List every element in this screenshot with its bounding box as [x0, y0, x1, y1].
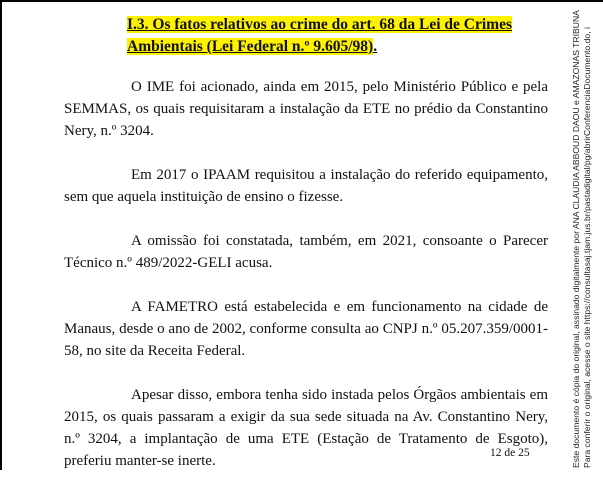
paragraph-ime: O IME foi acionado, ainda em 2015, pelo Ministério Público e pela SEMMAS, os quais requisitaram a instalação da ETE no prédio da Constantino Nery, n.º 3204. — [64, 79, 548, 139]
signature-stamp-line2: Para conferir o original, acesse o site https://consultasaj.tjam.jus.br/pastadigital/pg/abrirConferenciaDocumento.do, i — [582, 27, 592, 468]
paragraph-ipaam: Em 2017 o IPAAM requisitou a instalação do referido equipamento, sem que aquela instituição de ensino o fizesse. — [64, 167, 548, 205]
section-heading: I.3. Os fatos relativos ao crime do art. 68 da Lei de Crimes Ambientais (Lei Federal n.º 9.605/98). — [127, 16, 513, 55]
page-left-border — [0, 0, 2, 470]
section-heading-line2: Ambientais (Lei Federal n.º 9.605/98) — [127, 38, 374, 55]
page-number: 12 de 25 — [490, 447, 530, 459]
paragraph-apesar: Apesar disso, embora tenha sido instada pelos Órgãos ambientais em 2015, os quais passaram a exigir da sua sede situada na Av. Constantino Nery, n.º 3204, a implantação de uma ETE (Estação de Tratamento de Esgoto), preferiu manter-se inerte. — [64, 387, 548, 469]
page-top-border — [0, 0, 603, 2]
paragraph-omissao: A omissão foi constatada, também, em 2021, consoante o Parecer Técnico n.º 489/2022-GELI acusa. — [64, 233, 548, 271]
digital-signature-stamp — [571, 0, 599, 470]
document-body — [64, 14, 548, 494]
signature-stamp-line1: Este documento é cópia do original, assinado digitalmente por ANA CLAUDIA ABBOUD DAOU e AMAZONAS TRIBUNA — [571, 10, 581, 468]
paragraph-fametro: A FAMETRO está estabelecida e em funcionamento na cidade de Manaus, desde o ano de 2002, conforme consulta ao CNPJ n.º 05.207.359/0001-58, no site da Receita Federal. — [64, 299, 548, 359]
section-heading-line1: I.3. Os fatos relativos ao crime do art. 68 da Lei de Crimes — [127, 16, 513, 33]
signature-stamp-text — [571, 10, 593, 468]
